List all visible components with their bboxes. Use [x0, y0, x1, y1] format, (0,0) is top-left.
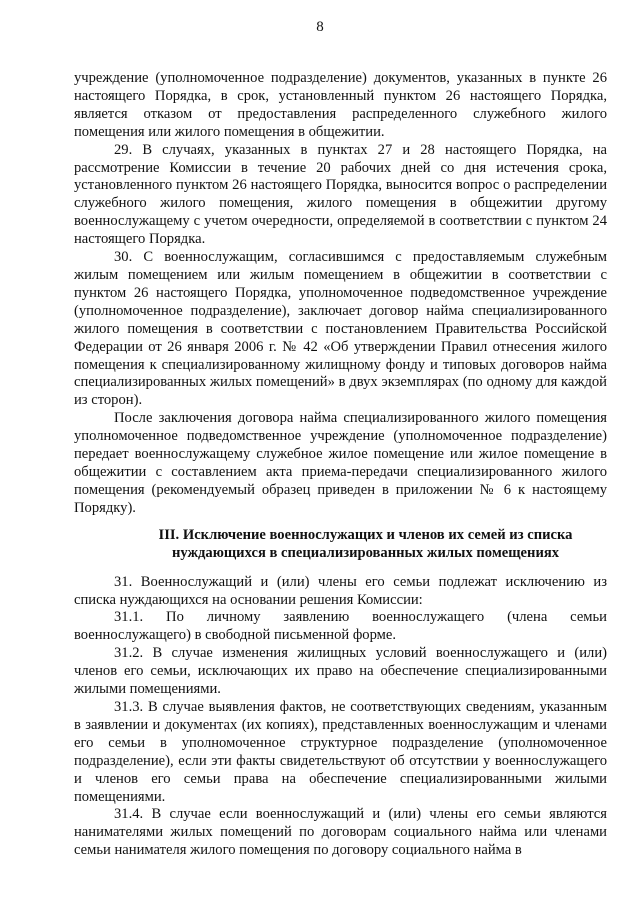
paragraph-31-1: 31.1. По личному заявлению военнослужащего (члена семьи военнослужащего) в свободной письменной форме. — [74, 609, 607, 644]
paragraph-31-3: 31.3. В случае выявления фактов, не соответствующих сведениям, указанным в заявлении и документах (их копиях), представленных военнослужащим и членами его семьи в уполномоченное структурное подразделение (уполномоченное подразделение), если эти факты свидетельствуют об отсутствии у военнослужащего и членов его семьи права на обеспечение специализированными жилыми помещениями. — [74, 699, 607, 805]
paragraph-31-4: 31.4. В случае если военнослужащий и (или) члены его семьи являются нанимателями жилых помещений по договорам социального найма или членами семьи нанимателя жилого помещения по договору социального найма в — [74, 806, 607, 859]
paragraph-31-2: 31.2. В случае изменения жилищных условий военнослужащего и (или) членов его семьи, исключающих их право на обеспечение специализированными жилыми помещениями. — [74, 645, 607, 698]
section-heading-line-1: III. Исключение военнослужащих и членов их семей из списка — [158, 526, 573, 543]
paragraph-29: 29. В случаях, указанных в пунктах 27 и 28 настоящего Порядка, на рассмотрение Комиссии в течение 20 рабочих дней со дня истечения срока, установленного пунктом 26 настоящего Порядка, выносится вопрос о распределении служебного жилого помещения, жилого помещения в общежитии другому военнослужащему с учетом очередности, определяемой в соответствии с пунктом 24 настоящего Порядка. — [74, 141, 607, 248]
paragraph-30: 30. С военнослужащим, согласившимся с предоставляемым служебным жилым помещением или жилым помещением в общежитии в соответствии с пунктом 26 настоящего Порядка, уполномоченное подведомственное учреждение (уполномоченное подразделение), заключает договор найма специализированного жилого помещения в соответствии с постановлением Правительства Российской Федерации от 26 января 2006 г. № 42 «Об утверждении Правил отнесения жилого помещения к специализированному жилищному фонду и типовых договоров найма специализированных жилых помещений» в двух экземплярах (по одному для каждой из сторон). — [74, 249, 607, 409]
section-heading-line-2: нуждающихся в специализированных жилых помещениях — [171, 544, 560, 561]
section-heading — [74, 526, 607, 562]
paragraph-continuation: учреждение (уполномоченное подразделение) документов, указанных в пункте 26 настоящего Порядка, в срок, установленный пунктом 26 настоящего Порядка, является отказом от предоставления распределенного служебного жилого помещения или жилого помещения в общежитии. — [74, 70, 607, 140]
document-body — [74, 70, 607, 860]
page-number: 8 — [316, 19, 324, 35]
paragraph-after-contract: После заключения договора найма специализированного жилого помещения уполномоченное подведомственное учреждение (уполномоченное подразделение) передает военнослужащему служебное жилое помещение или жилое помещение в общежитии с составлением акта приема-передачи специализированного жилого помещения (рекомендуемый образец приведен в приложении № 6 к настоящему Порядку). — [74, 410, 607, 516]
paragraph-31: 31. Военнослужащий и (или) члены его семьи подлежат исключению из списка нуждающихся на основании решения Комиссии: — [74, 573, 607, 608]
